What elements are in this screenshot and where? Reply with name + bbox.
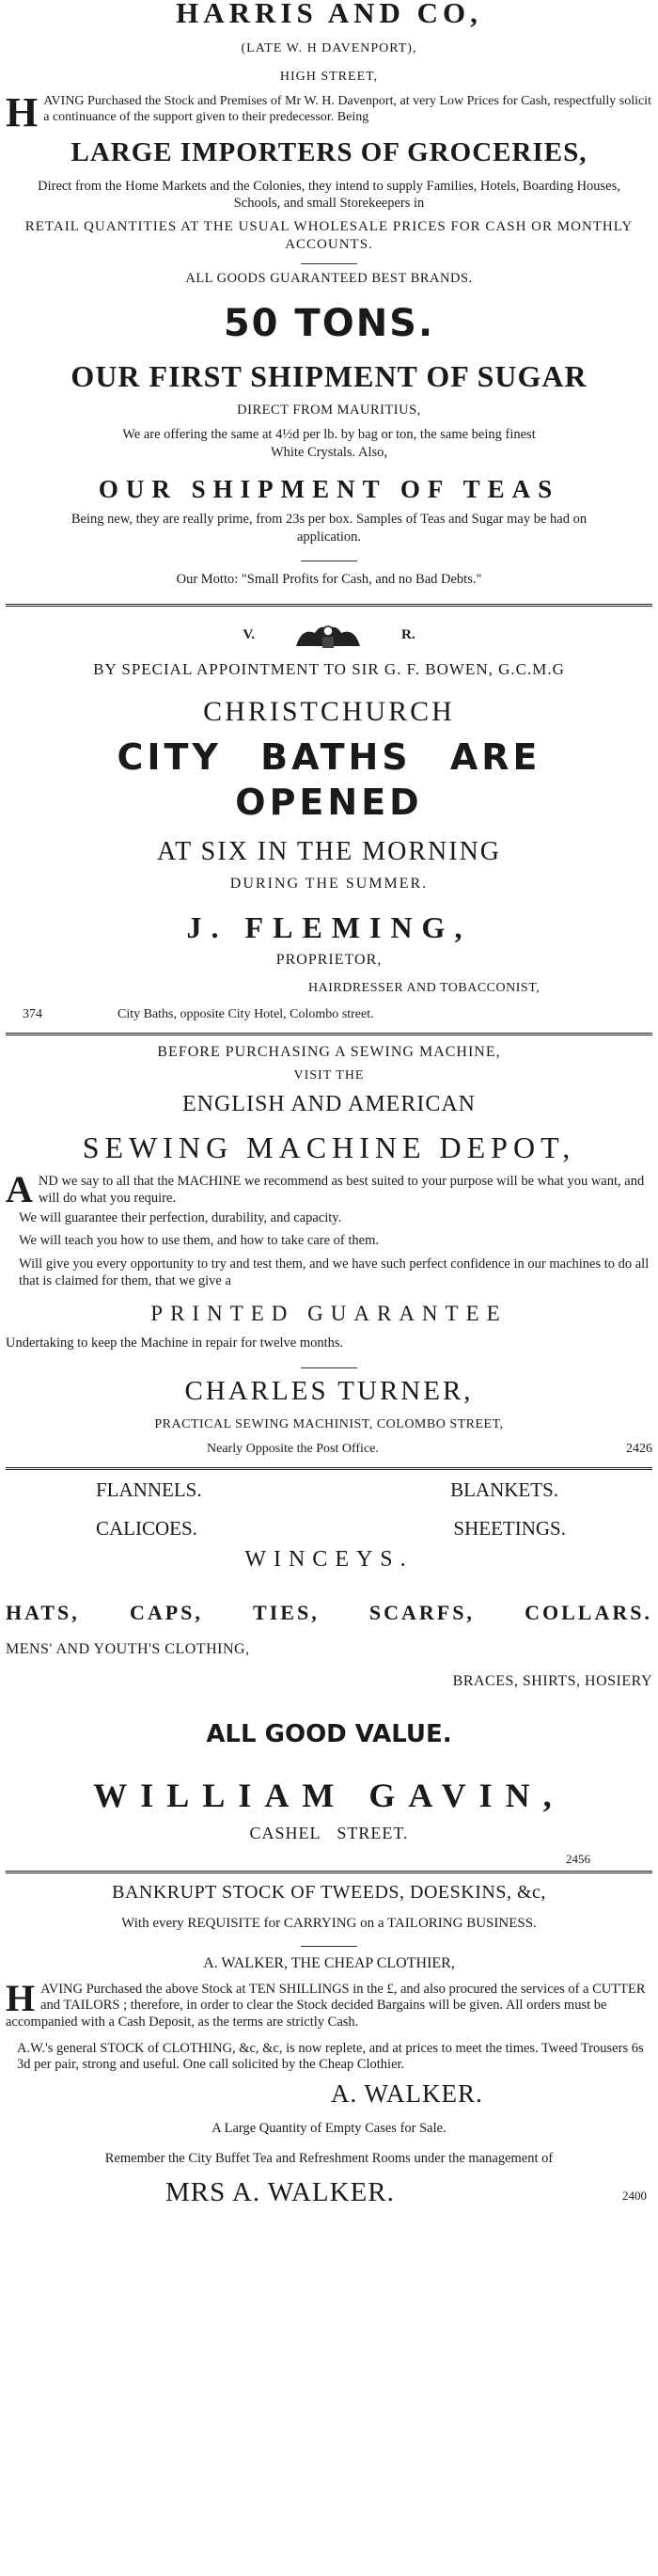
harris-late: (LATE W. H DAVENPORT), <box>241 41 417 55</box>
sewing-depot: SEWING MACHINE DEPOT, <box>82 1130 576 1164</box>
section-divider <box>6 1467 652 1470</box>
gavin-blankets: BLANKETS. <box>450 1478 558 1501</box>
harris-intro-text: AVING Purchased the Stock and Premises of Mr W. H. Davenport, at very Low Prices for Cash, respectfully solicit a continuance of the support given to their predecessor. Being <box>43 93 651 125</box>
gavin-scarfs: SCARFS, <box>368 1601 475 1625</box>
harris-motto: Our Motto: "Small Profits for Cash, and no Bad Debts." <box>176 572 482 588</box>
baths-ref: 374 <box>23 1006 42 1021</box>
sewing-opportunity: Will give you every opportunity to try and test them, and we have such perfect confidence in our machines to do all that is claimed for them, that we give a <box>19 1256 650 1289</box>
gavin-caps: CAPS, <box>129 1601 203 1625</box>
walker-remember: Remember the City Buffet Tea and Refreshment Rooms under the management of <box>104 2151 554 2167</box>
sewing-printed: PRINTED GUARANTEE <box>150 1301 508 1325</box>
sewing-intro <box>6 1167 652 1210</box>
baths-summer: DURING THE SUMMER. <box>229 875 429 892</box>
walker-mrs: MRS A. WALKER. <box>165 2176 395 2207</box>
walker-advert <box>6 1881 652 2209</box>
baths-address: City Baths, opposite City Hotel, Colombo street. <box>118 1006 374 1021</box>
gavin-advert <box>6 1478 652 1868</box>
royal-crest-icon <box>290 620 366 652</box>
sewing-opposite: Nearly Opposite the Post Office. <box>207 1441 379 1456</box>
gavin-mens: MENS' AND YOUTH'S CLOTHING, <box>6 1640 250 1657</box>
gavin-collars: COLLARS. <box>525 1601 652 1625</box>
sewing-english: ENGLISH AND AMERICAN <box>181 1092 476 1117</box>
walker-ref: 2400 <box>622 2189 647 2204</box>
harris-intro <box>6 88 652 135</box>
harris-mauritius: DIRECT FROM MAURITIUS, <box>237 402 421 418</box>
baths-proprietor: PROPRIETOR, <box>275 952 383 969</box>
harris-retail: RETAIL QUANTITIES AT THE USUAL WHOLESALE PRICES FOR CASH OR MONTHLY ACCOUNTS. <box>24 219 634 253</box>
gavin-street: CASHEL STREET. <box>249 1823 409 1842</box>
crest-left: V. <box>243 627 256 643</box>
harris-advert <box>6 0 652 589</box>
gavin-flannels: FLANNELS. <box>96 1478 202 1501</box>
walker-having <box>6 1976 652 2031</box>
walker-having-text: AVING Purchased the above Stock at TEN SHILLINGS in the £, and also procured the services of a CUTTER and TAILORS ; therefore, in order to clear the Stock decided Bargains will be given. All orders must be accompanied with a Cash Deposit, as the terms are strictly Cash. <box>6 1981 646 2031</box>
divider-short <box>301 1946 357 1947</box>
walker-cases: A Large Quantity of Empty Cases for Sale. <box>212 2120 446 2136</box>
sewing-guarantee: We will guarantee their perfection, durability, and capacity. <box>19 1209 342 1225</box>
baths-six: AT SIX IN THE MORNING <box>156 837 502 867</box>
harris-sugar-title: OUR FIRST SHIPMENT OF SUGAR <box>70 358 588 393</box>
baths-city: CHRISTCHURCH <box>203 696 455 728</box>
sewing-advert <box>6 1043 652 1458</box>
gavin-row2 <box>6 1516 652 1541</box>
baths-advert <box>6 620 652 1023</box>
harris-teas-body: Being new, they are really prime, from 23s per box. Samples of Teas and Sugar may be had on application. <box>70 512 588 545</box>
gavin-braces: BRACES, SHIRTS, HOSIERY <box>452 1672 652 1689</box>
baths-footer <box>6 1006 652 1023</box>
walker-dropcap: H <box>6 1976 36 2019</box>
sewing-practical: PRACTICAL SEWING MACHINIST, COLOMBO STREET, <box>154 1417 504 1432</box>
harris-teas-title: OUR SHIPMENT OF TEAS <box>98 474 560 503</box>
gavin-calicoes: CALICOES. <box>96 1516 197 1540</box>
sewing-visit: VISIT THE <box>293 1068 365 1083</box>
harris-guaranteed: ALL GOODS GUARANTEED BEST BRANDS. <box>185 271 473 287</box>
baths-appointment: BY SPECIAL APPOINTMENT TO SIR G. F. BOWEN, G.C.M.G <box>93 659 565 678</box>
sewing-name: CHARLES TURNER, <box>184 1375 474 1406</box>
harris-direct: Direct from the Home Markets and the Colonies, they intend to supply Families, Hotels, Boarding Houses, Schools, and small Storekeepers in <box>38 178 620 212</box>
sewing-footer <box>6 1441 652 1458</box>
section-divider <box>6 1871 652 1873</box>
baths-opened: CITY BATHS ARE OPENED <box>117 735 541 824</box>
divider-short <box>301 1367 357 1368</box>
sewing-intro-text: ND we say to all that the MACHINE we recommend as best suited to your purpose will be what you want, and will do what you require. <box>38 1173 645 1207</box>
gavin-sheetings: SHEETINGS. <box>453 1516 566 1540</box>
sewing-ref: 2426 <box>626 1441 652 1456</box>
walker-bankrupt: BANKRUPT STOCK OF TWEEDS, DOESKINS, &c, <box>112 1882 546 1904</box>
section-divider <box>6 604 652 607</box>
gavin-row1 <box>6 1478 652 1503</box>
walker-clothier: A. WALKER, THE CHEAP CLOTHIER, <box>203 1955 455 1972</box>
walker-requisite: With every REQUISITE for CARRYING on a TAILORING BUSINESS. <box>121 1916 537 1932</box>
gavin-accessories <box>6 1600 652 1626</box>
gavin-winceys: WINCEYS. <box>244 1546 414 1572</box>
sewing-before: BEFORE PURCHASING A SEWING MACHINE, <box>157 1043 501 1060</box>
harris-tons: 50 TONS. <box>223 301 435 345</box>
gavin-value: ALL GOOD VALUE. <box>206 1720 452 1749</box>
sewing-undertaking: Undertaking to keep the Machine in repair for twelve months. <box>6 1335 344 1351</box>
baths-trade: HAIRDRESSER AND TOBACCONIST, <box>308 980 540 995</box>
baths-name: J. FLEMING, <box>186 910 472 945</box>
walker-footer <box>6 2175 652 2210</box>
sewing-teach: We will teach you how to use them, and how to take care of them. <box>19 1233 379 1249</box>
gavin-hats: HATS, <box>6 1601 80 1625</box>
gavin-ties: TIES, <box>253 1601 320 1625</box>
walker-name: A. WALKER. <box>331 2079 483 2109</box>
harris-importers: LARGE IMPORTERS OF GROCERIES, <box>70 136 588 167</box>
harris-offering: We are offering the same at 4½d per lb. by bag or ton, the same being finest White Crystals. Also, <box>122 427 536 460</box>
harris-street: HIGH STREET, <box>279 69 379 84</box>
section-divider <box>6 1033 652 1035</box>
harris-title: HARRIS AND CO, <box>176 0 482 29</box>
royal-crest-row <box>6 620 652 652</box>
divider-short <box>301 263 357 264</box>
crest-right: R. <box>401 627 415 643</box>
walker-general: A.W.'s general STOCK of CLOTHING, &c, &c, is now replete, and at prices to meet the times. Tweed Trousers 6s 3d per pair, strong and useful. One call solicited by the Cheap Clothier. <box>17 2040 644 2073</box>
sewing-dropcap: A <box>6 1167 33 1210</box>
gavin-ref: 2456 <box>566 1851 590 1866</box>
gavin-name: WILLIAM GAVIN, <box>93 1776 565 1814</box>
harris-dropcap: H <box>6 88 39 135</box>
